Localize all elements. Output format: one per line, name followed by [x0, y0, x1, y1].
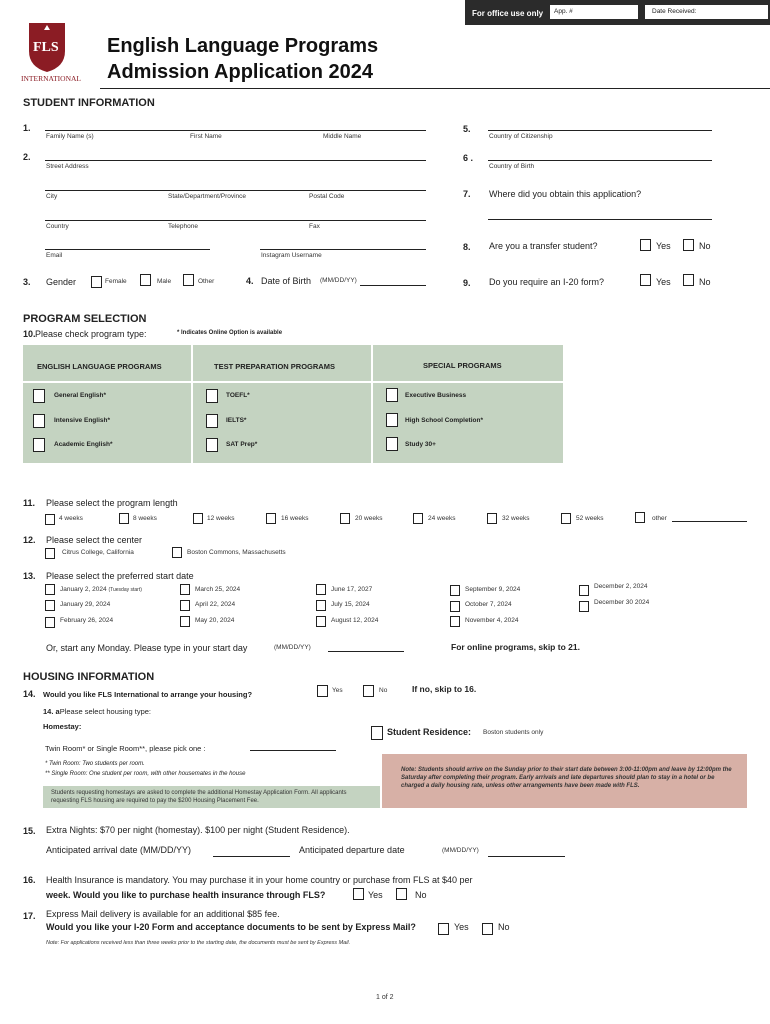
academic-english-label: Academic English*	[54, 441, 113, 448]
sat-prep-checkbox[interactable]	[206, 438, 218, 452]
length-52-checkbox[interactable]	[561, 513, 571, 524]
center-citrus-label: Citrus College, California	[62, 549, 134, 556]
q1-number: 1.	[23, 123, 31, 133]
express-mail-note: Note: For applications received less than three weeks prior to the starting date, the documents must be sent by Express Mail.	[46, 940, 351, 946]
name-input-line[interactable]	[45, 130, 426, 131]
country-label: Country	[46, 223, 69, 230]
length-other-label: other	[652, 515, 667, 522]
start-jan2-label: January 2, 2024 (Tuesday start)	[60, 586, 142, 593]
length-other-input-line[interactable]	[672, 521, 747, 522]
length-20-checkbox[interactable]	[340, 513, 350, 524]
start-jul15-checkbox[interactable]	[316, 600, 326, 611]
start-mar25-label: March 25, 2024	[195, 586, 241, 593]
app-number-label: App. #	[554, 8, 573, 15]
skip-to-16-note: If no, skip to 16.	[412, 684, 477, 694]
center-label: Please select the center	[46, 535, 143, 545]
insurance-yes-label: Yes	[368, 890, 383, 900]
i20-no-label: No	[699, 277, 711, 287]
city-label: City	[46, 193, 58, 200]
student-residence-checkbox[interactable]	[371, 726, 383, 740]
length-32-label: 32 weeks	[502, 515, 530, 522]
skip-to-21-note: For online programs, skip to 21.	[451, 642, 580, 652]
start-jan29-checkbox[interactable]	[45, 600, 55, 611]
start-jul15-label: July 15, 2024	[331, 601, 370, 608]
student-residence-label: Student Residence:	[387, 727, 472, 737]
express-mail-text: Express Mail delivery is available for an additional $85 fee.	[46, 909, 280, 919]
room-pick-label: Twin Room* or Single Room**, please pick one :	[45, 744, 206, 753]
departure-date-label: Anticipated departure date	[299, 845, 405, 855]
q5-number: 5.	[463, 124, 471, 134]
twin-room-definition: * Twin Room: Two students per room.	[45, 761, 145, 767]
executive-business-checkbox[interactable]	[386, 388, 398, 402]
housing-no-label: No	[379, 687, 388, 694]
citizenship-input-line[interactable]	[488, 130, 712, 131]
date-received-label: Date Received:	[652, 8, 697, 15]
housing-yes-label: Yes	[332, 687, 343, 694]
q12-number: 12.	[23, 535, 36, 545]
q3-number: 3.	[23, 277, 31, 287]
i20-no-checkbox[interactable]	[683, 274, 694, 286]
departure-date-format: (MM/DD/YY)	[442, 847, 479, 854]
monday-start-format: (MM/DD/YY)	[274, 644, 311, 651]
start-nov4-checkbox[interactable]	[450, 616, 460, 627]
q7-number: 7.	[463, 189, 471, 199]
housing-yes-checkbox[interactable]	[317, 685, 328, 697]
extra-nights-text: Extra Nights: $70 per night (homestay). $100 per night (Student Residence).	[46, 825, 350, 835]
logo-international: INTERNATIONAL	[21, 74, 81, 83]
start-may20-checkbox[interactable]	[180, 616, 190, 627]
center-citrus-checkbox[interactable]	[45, 548, 55, 559]
q10-number: 10.	[23, 329, 36, 339]
gender-male-checkbox[interactable]	[140, 274, 151, 286]
page-number: 1 of 2	[376, 994, 394, 1001]
start-aug12-label: August 12, 2024	[331, 617, 379, 624]
departure-date-input-line[interactable]	[488, 856, 565, 857]
study30-label: Study 30+	[405, 441, 436, 448]
monday-start-input-line[interactable]	[328, 651, 404, 652]
express-no-label: No	[498, 922, 510, 932]
intensive-english-checkbox[interactable]	[33, 414, 45, 428]
dob-label: Date of Birth	[261, 276, 312, 286]
start-jun17-label: June 17, 2027	[331, 586, 373, 593]
arrival-date-input-line[interactable]	[213, 856, 290, 857]
email-input-line[interactable]	[45, 249, 210, 250]
gender-other-checkbox[interactable]	[183, 274, 194, 286]
length-12-checkbox[interactable]	[193, 513, 203, 524]
length-24-label: 24 weeks	[428, 515, 456, 522]
logo-letters: FLS	[33, 40, 59, 55]
postal-label: Postal Code	[309, 193, 345, 200]
first-name-label: First Name	[190, 133, 222, 140]
start-jan29-label: January 29, 2024	[60, 601, 111, 608]
toefl-label: TOEFL*	[226, 392, 250, 399]
street-input-line[interactable]	[45, 160, 426, 161]
start-dec2-checkbox[interactable]	[579, 585, 589, 596]
transfer-no-checkbox[interactable]	[683, 239, 694, 251]
toefl-checkbox[interactable]	[206, 389, 218, 403]
q14-number: 14.	[23, 689, 36, 699]
birth-country-label: Country of Birth	[489, 163, 535, 170]
program-length-label: Please select the program length	[46, 498, 178, 508]
start-may20-label: May 20, 2024	[195, 617, 235, 624]
q4-number: 4.	[246, 276, 254, 286]
executive-business-label: Executive Business	[405, 392, 467, 399]
center-boston-label: Boston Commons, Massachusetts	[187, 549, 286, 556]
housing-no-checkbox[interactable]	[363, 685, 374, 697]
study30-checkbox[interactable]	[386, 437, 398, 451]
express-yes-checkbox[interactable]	[438, 923, 449, 935]
center-boston-checkbox[interactable]	[172, 547, 182, 558]
i20-yes-checkbox[interactable]	[640, 274, 651, 286]
start-jun17-checkbox[interactable]	[316, 584, 326, 595]
express-mail-question: Would you like your I-20 Form and acceptance documents to be sent by Express Mail?	[46, 922, 416, 932]
boston-only-note: Boston students only	[483, 729, 544, 736]
express-no-checkbox[interactable]	[482, 923, 493, 935]
fax-label: Fax	[309, 223, 320, 230]
dob-input-line[interactable]	[360, 285, 426, 286]
transfer-yes-checkbox[interactable]	[640, 239, 651, 251]
q6-number: 6 .	[463, 153, 474, 163]
start-aug12-checkbox[interactable]	[316, 616, 326, 627]
start-feb26-label: February 26, 2024	[60, 617, 114, 624]
insurance-no-checkbox[interactable]	[396, 888, 407, 900]
general-english-label: General English*	[54, 392, 107, 399]
page-title-line2: Admission Application 2024	[107, 61, 373, 83]
q8-number: 8.	[463, 242, 471, 252]
length-16-label: 16 weeks	[281, 515, 309, 522]
office-use-label: For office use only	[472, 9, 544, 18]
instagram-label: Instagram Username	[261, 252, 322, 259]
q9-number: 9.	[463, 278, 471, 288]
homestay-label: Homestay:	[43, 722, 82, 731]
street-label: Street Address	[46, 163, 89, 170]
intensive-english-label: Intensive English*	[54, 417, 110, 424]
middle-name-label: Middle Name	[323, 133, 362, 140]
citizenship-label: Country of Citizenship	[489, 133, 553, 140]
gender-male-label: Male	[157, 278, 172, 285]
title-rule	[100, 88, 770, 89]
express-yes-label: Yes	[454, 922, 469, 932]
homestay-note-text: Students requesting homestays are asked to complete the additional Homestay Application Form. All applicants requesting FLS housing are required to pay the $200 Housing Placement Fee.	[51, 790, 347, 804]
length-12-label: 12 weeks	[207, 515, 235, 522]
room-pick-input-line[interactable]	[250, 750, 336, 751]
ielts-label: IELTS*	[226, 417, 247, 424]
start-jan2-checkbox[interactable]	[45, 584, 55, 595]
arrival-date-label: Anticipated arrival date (MM/DD/YY)	[46, 845, 192, 855]
insurance-text-line1: Health Insurance is mandatory. You may purchase it in your home country or purchase from FLS at $40 per	[46, 875, 473, 885]
q15-number: 15.	[23, 826, 36, 836]
q17-number: 17.	[23, 911, 36, 921]
q13-number: 13.	[23, 571, 36, 581]
birth-country-input-line[interactable]	[488, 160, 712, 161]
student-info-heading: STUDENT INFORMATION	[23, 97, 155, 109]
q2-number: 2.	[23, 152, 31, 162]
programs-col2-body-bg	[193, 383, 371, 463]
start-dec30-label: December 30 2024	[594, 599, 650, 606]
page-title-line1: English Language Programs	[107, 35, 379, 57]
high-school-label: High School Completion*	[405, 417, 483, 424]
start-sep9-checkbox[interactable]	[450, 585, 460, 596]
q14a-label: Please select housing type:	[59, 707, 151, 716]
length-other-checkbox[interactable]	[635, 512, 645, 523]
tuesday-start-note: (Tuesday start)	[108, 587, 142, 593]
q14a-line	[43, 707, 151, 716]
family-name-label: Family Name (s)	[46, 133, 94, 140]
start-sep9-label: September 9, 2024	[465, 586, 521, 593]
i20-yes-label: Yes	[656, 277, 671, 287]
obtain-question: Where did you obtain this application?	[489, 189, 642, 199]
length-24-checkbox[interactable]	[413, 513, 423, 524]
dob-format: (MM/DD/YY)	[320, 277, 357, 284]
i20-question: Do you require an I-20 form?	[489, 277, 605, 287]
q16-number: 16.	[23, 875, 36, 885]
academic-english-checkbox[interactable]	[33, 438, 45, 452]
start-dec2-label: December 2, 2024	[594, 583, 648, 590]
start-nov4-label: November 4, 2024	[465, 617, 519, 624]
program-selection-heading: PROGRAM SELECTION	[23, 313, 147, 325]
housing-question: Would you like FLS International to arrange your housing?	[43, 690, 253, 699]
q11-number: 11.	[23, 498, 36, 508]
state-label: State/Department/Province	[168, 193, 247, 200]
start-oct7-label: October 7, 2024	[465, 601, 512, 608]
obtain-input-line[interactable]	[488, 219, 712, 220]
start-date-label: Please select the preferred start date	[46, 571, 194, 581]
length-20-label: 20 weeks	[355, 515, 383, 522]
single-room-definition: ** Single Room: One student per room, with other housemates in the house	[45, 771, 246, 777]
gender-label: Gender	[46, 277, 77, 287]
online-option-note: * Indicates Online Option is available	[177, 330, 283, 336]
email-label: Email	[46, 252, 63, 259]
start-feb26-checkbox[interactable]	[45, 617, 55, 628]
transfer-no-label: No	[699, 241, 711, 251]
length-8-label: 8 weeks	[133, 515, 157, 522]
transfer-question: Are you a transfer student?	[489, 241, 598, 251]
start-oct7-checkbox[interactable]	[450, 601, 460, 612]
start-mar25-checkbox[interactable]	[180, 584, 190, 595]
insurance-yes-checkbox[interactable]	[353, 888, 364, 900]
country-input-line[interactable]	[45, 220, 426, 221]
start-apr22-label: April 22, 2024	[195, 601, 236, 608]
col2-title: TEST PREPARATION PROGRAMS	[214, 362, 335, 371]
col1-title: ENGLISH LANGUAGE PROGRAMS	[37, 362, 162, 371]
length-8-checkbox[interactable]	[119, 513, 129, 524]
telephone-label: Telephone	[168, 223, 198, 230]
sat-prep-label: SAT Prep*	[226, 441, 258, 448]
arrival-note-text: Note: Students should arrive on the Sunday prior to their start date between 3:00-11:00pm and leave by 12:00pm the Saturday after completing their program. Early arrivals and late departures should plan to stay in a hotel or be charged a daily housing rate, unless other arrangements have been made with FLS.	[401, 767, 732, 789]
length-52-label: 52 weeks	[576, 515, 604, 522]
city-input-line[interactable]	[45, 190, 426, 191]
program-type-label: Please check program type:	[35, 329, 147, 339]
instagram-input-line[interactable]	[260, 249, 426, 250]
insurance-no-label: No	[415, 890, 427, 900]
start-dec30-checkbox[interactable]	[579, 601, 589, 612]
housing-heading: HOUSING INFORMATION	[23, 671, 155, 683]
ielts-checkbox[interactable]	[206, 414, 218, 428]
monday-start-label: Or, start any Monday. Please type in your start day	[46, 643, 248, 653]
gender-female-label: Female	[105, 278, 127, 285]
transfer-yes-label: Yes	[656, 241, 671, 251]
length-16-checkbox[interactable]	[266, 513, 276, 524]
start-apr22-checkbox[interactable]	[180, 600, 190, 611]
high-school-checkbox[interactable]	[386, 413, 398, 427]
length-4-checkbox[interactable]	[45, 514, 55, 525]
col3-title: SPECIAL PROGRAMS	[423, 361, 502, 370]
gender-female-checkbox[interactable]	[91, 276, 102, 288]
general-english-checkbox[interactable]	[33, 389, 45, 403]
gender-other-label: Other	[198, 278, 215, 285]
length-4-label: 4 weeks	[59, 515, 83, 522]
insurance-text-line2: week. Would you like to purchase health insurance through FLS?	[46, 890, 326, 900]
length-32-checkbox[interactable]	[487, 513, 497, 524]
q14a-number: 14. a	[43, 707, 60, 716]
